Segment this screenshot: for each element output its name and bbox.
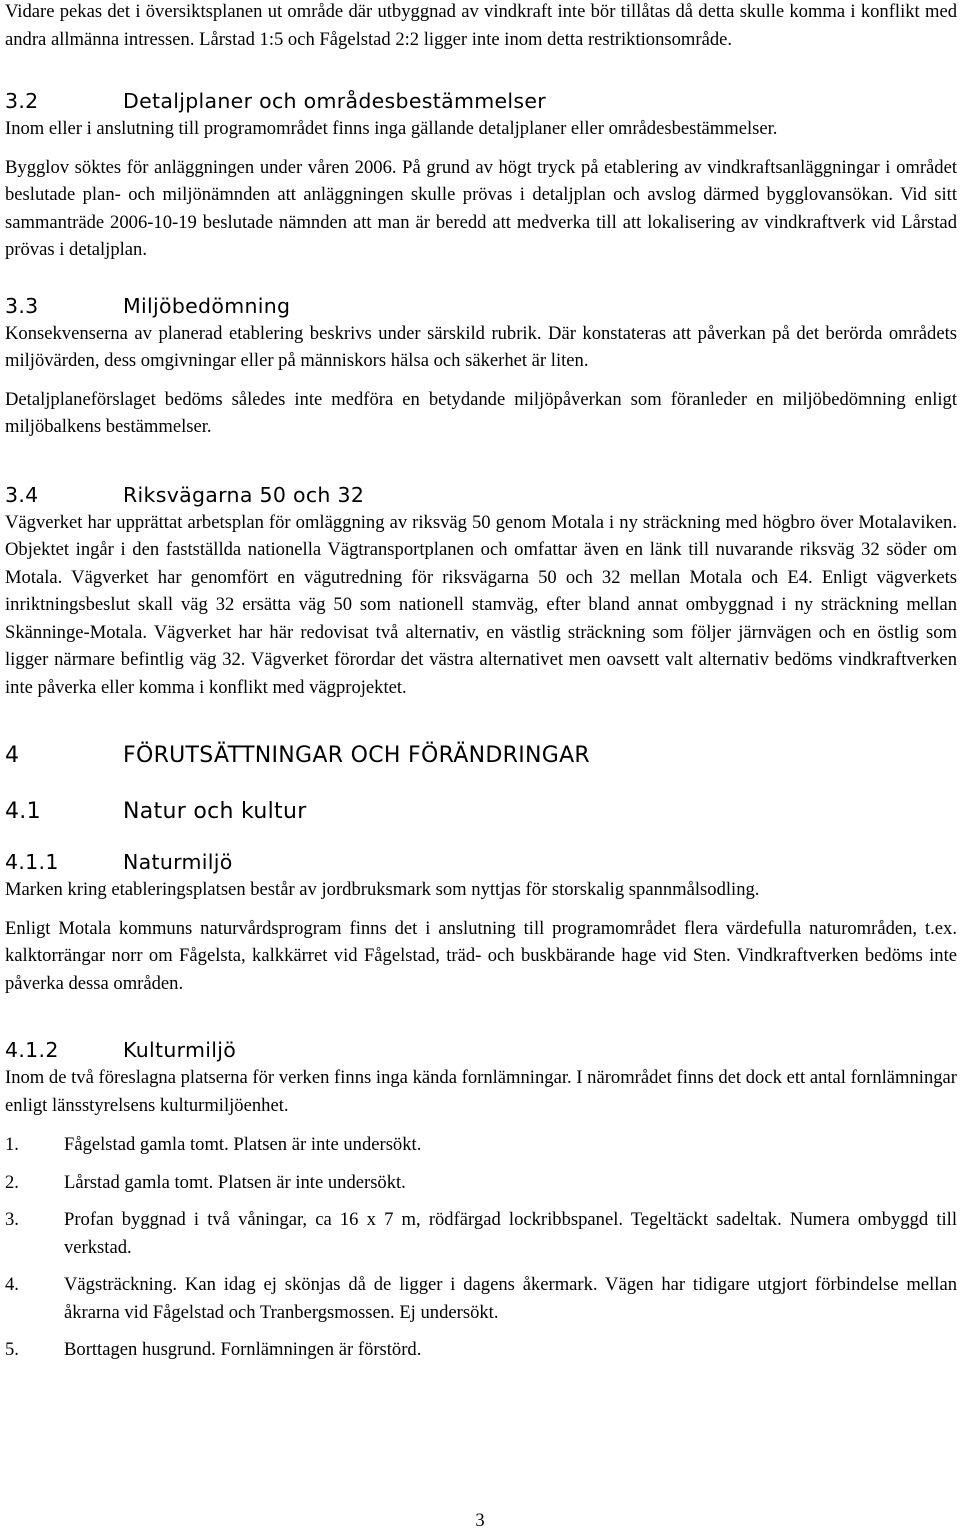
- list-item-text: Profan byggnad i två våningar, ca 16 x 7 m, rödfärgad lockribbspanel. Tegeltäckt sadeltak. Numera ombyggd till verkstad.: [64, 1209, 957, 1258]
- heading-3-3: [5, 293, 957, 320]
- heading-number: 3.2: [5, 89, 39, 113]
- list-item-text: Fågelstad gamla tomt. Platsen är inte undersökt.: [64, 1134, 422, 1155]
- heading-title: Miljöbedömning: [123, 293, 291, 318]
- heading-number: 4.1: [5, 799, 41, 824]
- list-marker: 4.: [5, 1274, 19, 1295]
- heading-number: 4: [5, 743, 20, 768]
- list-item-text: Vägsträckning. Kan idag ej skönjas då de ligger i dagens åkermark. Vägen har tidigare utgjort förbindelse mellan åkrarna vid Fågelstad och Tranbergsmossen. Ej undersökt.: [64, 1274, 957, 1323]
- heading-4: [5, 741, 957, 771]
- heading-4-1-2: [5, 1037, 957, 1064]
- heading-number: 4.1.2: [5, 1038, 59, 1062]
- page-number: 3: [475, 1510, 485, 1531]
- paragraph: Bygglov söktes för anläggningen under våren 2006. På grund av högt tryck på etablering av vindkraftsanläggningar i området beslutade plan- och miljönämnden att anläggningen skulle prövas i detaljplan och avslog därmed bygglovansökan. Vid sitt sammanträde 2006-10-19 beslutade nämnden att man är beredd att medverka till att lokalisering av vindkraftverk vid Lårstad prövas i detaljplan.: [5, 156, 957, 260]
- paragraph: Detaljplaneförslaget bedöms således inte medföra en betydande miljöpåverkan som föranleder en miljöbedömning enligt miljöbalkens bestämmelser.: [5, 388, 957, 437]
- intro-paragraph: Vidare pekas det i översiktsplanen ut område där utbyggnad av vindkraft inte bör tillåtas då detta skulle komma i konflikt med andra allmänna intressen. Lårstad 1:5 och Fågelstad 2:2 ligger inte inom detta restriktionsområde.: [5, 1, 957, 50]
- list-item: [5, 1206, 957, 1261]
- paragraph: Inom eller i anslutning till programområdet finns inga gällande detaljplaner eller områdesbestämmelser.: [5, 118, 778, 139]
- heading-4-1: [5, 797, 957, 827]
- heading-3-2: [5, 88, 957, 115]
- list-marker: 5.: [5, 1339, 19, 1360]
- list-marker: 3.: [5, 1209, 19, 1230]
- list-item: [5, 1131, 957, 1159]
- list-marker: 2.: [5, 1171, 19, 1193]
- heading-title: Naturmiljö: [123, 850, 233, 874]
- paragraph: Enligt Motala kommuns naturvårdsprogram finns det i anslutning till programområdet flera värdefulla naturområden, t.ex. kalktorrängar norr om Fågelsta, kalkkärret vid Fågelstad, träd- och buskbärande hage vid Sten. Vindkraftverken bedöms inte påverka dessa områden.: [5, 917, 957, 994]
- heading-4-1-1: [5, 849, 957, 876]
- list-item: [5, 1169, 957, 1197]
- paragraph: Marken kring etableringsplatsen består av jordbruksmark som nyttjas för storskalig spannmålsodling.: [5, 879, 760, 900]
- paragraph: Inom de två föreslagna platserna för verken finns inga kända fornlämningar. I närområdet finns det dock ett antal fornlämningar enligt länsstyrelsens kulturmiljöenhet.: [5, 1067, 957, 1116]
- heading-number: 3.3: [5, 293, 39, 318]
- document-page: [5, 0, 957, 1364]
- heading-title: Kulturmiljö: [123, 1038, 237, 1062]
- heading-title: Riksvägarna 50 och 32: [123, 482, 365, 507]
- paragraph: Vägverket har upprättat arbetsplan för omläggning av riksväg 50 genom Motala i ny sträckning med högbro över Motalaviken. Objektet ingår i den fastställda nationella Vägtransportplanen och omfattar även en länk till nuvarande riksväg 32 söder om Motala. Vägverket har genomfört en vägutredning för riksvägarna 50 och 32 mellan Motala och E4. Enligt vägverkets inriktningsbeslut skall väg 32 ersätta väg 50 som nationell stamväg, efter bland annat ombyggnad i ny sträckning mellan Skänninge-Motala. Vägverket har här redovisat två alternativ, en västlig sträckning som följer järnvägen och en östlig som ligger närmare befintlig väg 32. Vägverket förordar det västra alternativet men oavsett valt alternativ bedöms vindkraftverken inte påverka eller komma i konflikt med vägprojektet.: [5, 511, 957, 698]
- list-item: [5, 1336, 957, 1364]
- heading-title: Detaljplaner och områdesbestämmelser: [123, 89, 547, 113]
- heading-3-4: [5, 482, 957, 509]
- heading-number: 3.4: [5, 482, 39, 507]
- list-item: [5, 1271, 957, 1326]
- heading-number: 4.1.1: [5, 850, 59, 874]
- heading-title: Natur och kultur: [123, 799, 307, 824]
- paragraph: Konsekvenserna av planerad etablering beskrivs under särskild rubrik. Där konstateras att påverkan på det berörda områdets miljövärden, dess omgivningar eller på människors hälsa och säkerhet är liten.: [5, 322, 957, 371]
- fornlamning-list: [5, 1131, 957, 1364]
- list-marker: 1.: [5, 1134, 19, 1155]
- list-item-text: Lårstad gamla tomt. Platsen är inte undersökt.: [64, 1171, 406, 1193]
- heading-title: FÖRUTSÄTTNINGAR OCH FÖRÄNDRINGAR: [123, 743, 591, 768]
- list-item-text: Borttagen husgrund. Fornlämningen är förstörd.: [64, 1339, 422, 1360]
